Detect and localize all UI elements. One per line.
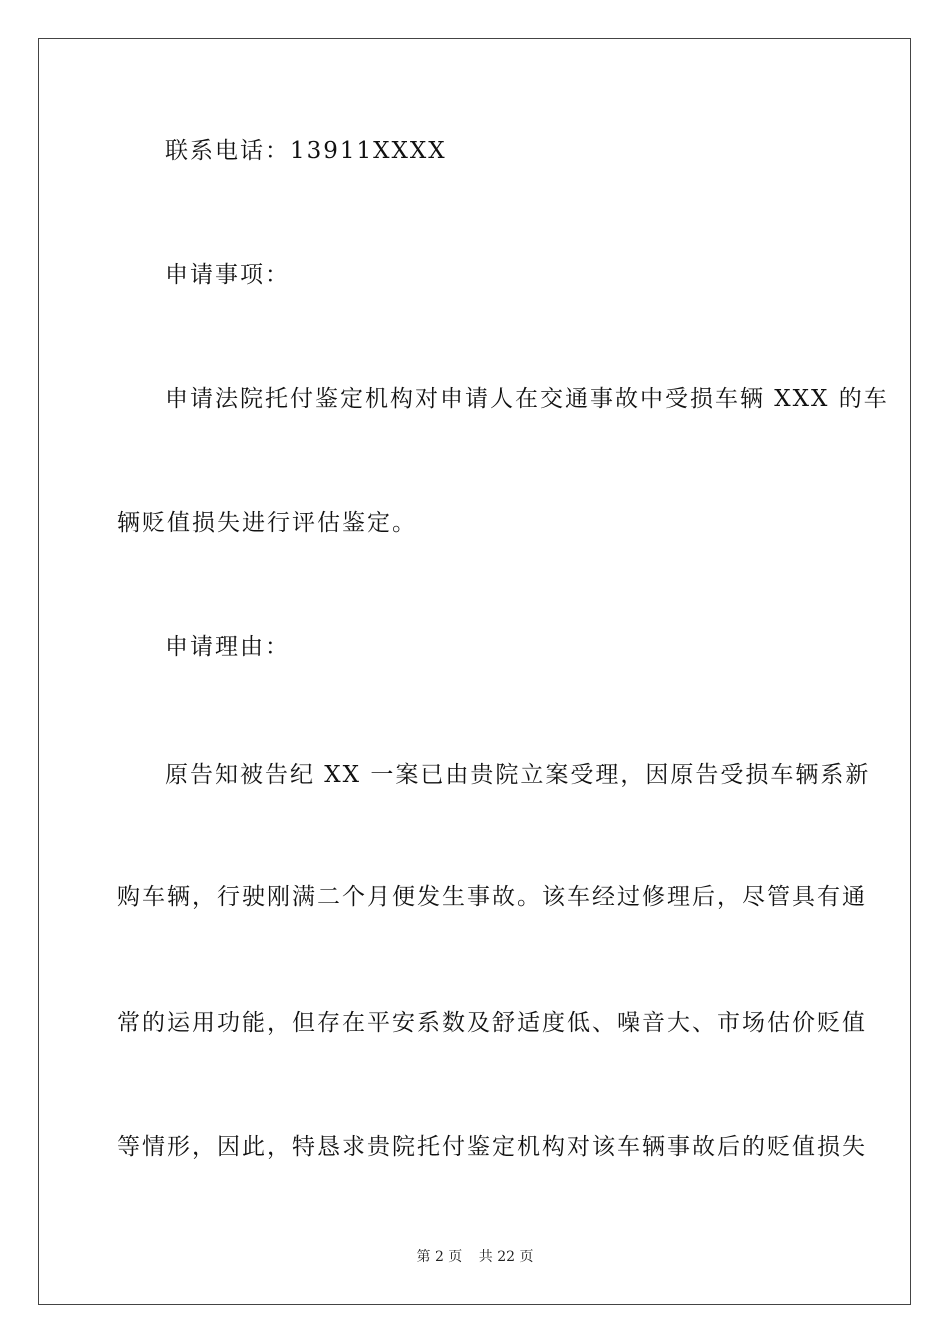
page-number: 第 2 页 xyxy=(416,1249,463,1265)
reason-text-line-1: 原告知被告纪 XX 一案已由贵院立案受理，因原告受损车辆系新 xyxy=(165,762,871,788)
reason-text-line-2: 购车辆，行驶刚满二个月便发生事故。该车经过修理后，尽管具有通 xyxy=(117,884,867,910)
request-text-line-1: 申请法院托付鉴定机构对申请人在交通事故中受损车辆 XXX 的车 xyxy=(165,386,889,412)
reason-text-line-3: 常的运用功能，但存在平安系数及舒适度低、噪音大、市场估价贬值 xyxy=(117,1010,867,1036)
page-total: 共 22 页 xyxy=(478,1249,534,1265)
reason-text-line-4: 等情形，因此，特恳求贵院托付鉴定机构对该车辆事故后的贬值损失 xyxy=(117,1134,867,1160)
page-footer xyxy=(0,1248,950,1266)
reason-heading: 申请理由： xyxy=(165,634,290,660)
request-heading: 申请事项： xyxy=(165,262,290,288)
contact-phone-line: 联系电话：13911XXXX xyxy=(165,138,447,164)
page-border xyxy=(38,38,911,1305)
request-text-line-2: 辆贬值损失进行评估鉴定。 xyxy=(117,510,417,536)
